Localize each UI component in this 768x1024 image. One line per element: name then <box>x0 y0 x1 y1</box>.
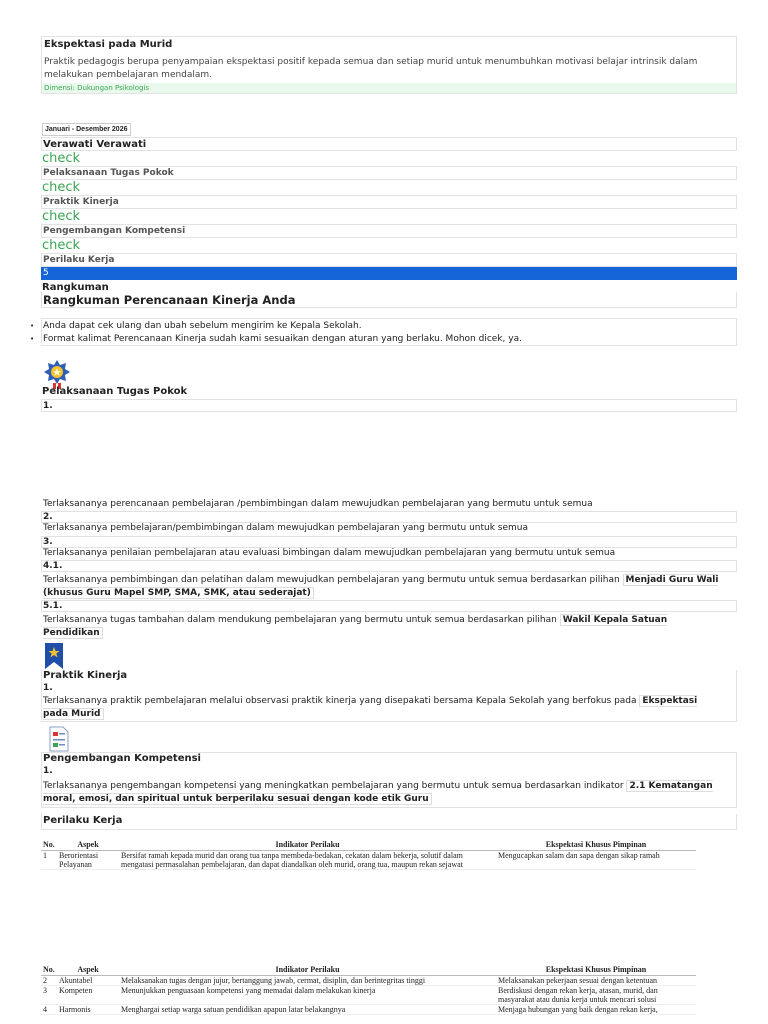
table-row <box>41 1005 696 1015</box>
tugas-number-box <box>41 511 737 523</box>
item-number: 3. <box>43 537 53 547</box>
tugas-item-text <box>43 614 723 640</box>
cell-ekspektasi: Berdiskusi dengan rekan kerja, atasan, murid, dan masyarakat atau dunia kerja untuk mencari solusi <box>496 986 696 1005</box>
item-text: Terlaksananya pengembangan kompetensi yang meningkatkan pembelajaran yang bermutu untuk semua berdasarkan indikator <box>43 781 627 791</box>
expectation-card <box>41 36 737 94</box>
tugas-pokok-title: Pelaksanaan Tugas Pokok <box>42 386 188 397</box>
table-row <box>41 976 696 986</box>
cell-indikator: Menghargai setiap warga satuan pendidikan apapun latar belakangnya <box>119 1005 496 1015</box>
tugas-item-text <box>43 574 735 600</box>
kompetensi-title: Pengembangan Kompetensi <box>43 753 201 764</box>
bookmark-icon <box>44 643 64 669</box>
item-text: Terlaksananya pembimbingan dan pelatihan dalam mewujudkan pembelajaran yang bermutu untuk semua berdasarkan pilihan <box>43 575 623 585</box>
summary-label: Rangkuman <box>42 282 109 293</box>
check-status: check <box>42 238 81 253</box>
step-label: Perilaku Kerja <box>43 255 115 265</box>
expectation-title: Ekspektasi pada Murid <box>44 39 173 50</box>
check-status: check <box>42 209 81 224</box>
item-number: 1. <box>43 683 53 693</box>
tugas-number-box <box>41 536 737 548</box>
col-indikator: Indikator Perilaku <box>119 840 496 851</box>
dimension-text: Dimensi: Dukungan Psikologis <box>44 84 150 92</box>
praktik-item-text <box>43 695 723 721</box>
expectation-description: Praktik pedagogis berupa penyampaian ekspektasi positif kepada semua dan setiap murid untuk menumbuhkan motivasi belajar intrinsik dalam melakukan pembelajaran mendalam. <box>44 57 698 80</box>
perilaku-table <box>41 965 696 1015</box>
col-no: No. <box>41 965 57 976</box>
step-label: Pengembangan Kompetensi <box>43 226 186 236</box>
item-number: 1. <box>43 401 53 411</box>
teacher-name: Verawati Verawati <box>43 139 147 150</box>
item-number: 5.1. <box>43 601 63 611</box>
item-choice: Wakil Kepala Satuan Pendidikan <box>43 615 668 638</box>
table-row <box>41 851 696 870</box>
cell-ekspektasi: Mengucapkan salam dan sapa dengan sikap ramah <box>496 851 696 870</box>
item-choice: 2.1 Kematangan moral, emosi, dan spiritual untuk berperilaku sesuai dengan kode etik Guru <box>43 781 713 804</box>
item-number: 4.1. <box>43 561 63 571</box>
check-status: check <box>42 180 81 195</box>
tugas-item-text: Terlaksananya pembelajaran/pembimbingan dalam mewujudkan pembelajaran yang bermutu untuk semua <box>43 523 528 533</box>
cell-aspek: Berorientasi Pelayanan <box>57 851 119 870</box>
step-label: Praktik Kinerja <box>43 197 119 207</box>
cell-indikator: Melaksanakan tugas dengan jujur, bertanggung jawab, cermat, disiplin, dan berintegritas tinggi <box>119 976 496 986</box>
cell-aspek: Akuntabel <box>57 976 119 986</box>
document-icon <box>49 726 69 752</box>
kompetensi-section <box>41 752 737 808</box>
table-header <box>41 840 696 851</box>
tugas-number-box <box>41 399 737 412</box>
col-ekspektasi: Ekspektasi Khusus Pimpinan <box>496 840 696 851</box>
step-pengembangan-kompetensi[interactable] <box>41 224 737 238</box>
tugas-number-box <box>41 600 737 612</box>
cell-no: 3 <box>41 986 57 1005</box>
cell-aspek: Harmonis <box>57 1005 119 1015</box>
item-text: Terlaksananya tugas tambahan dalam mendukung pembelajaran yang bermutu untuk semua berdasarkan pilihan <box>43 615 560 625</box>
col-ekspektasi: Ekspektasi Khusus Pimpinan <box>496 965 696 976</box>
cell-no: 1 <box>41 851 57 870</box>
summary-title-box <box>41 292 737 308</box>
medal-icon <box>44 359 70 389</box>
notes-box <box>41 318 737 346</box>
col-no: No. <box>41 840 57 851</box>
note-item: • Anda dapat cek ulang dan ubah sebelum mengirim ke Kepala Sekolah. <box>43 320 522 333</box>
cell-aspek: Kompeten <box>57 986 119 1005</box>
item-number: 1. <box>43 766 53 776</box>
table-header <box>41 965 696 976</box>
step-tugas-pokok[interactable] <box>41 166 737 180</box>
step-label: Pelaksanaan Tugas Pokok <box>43 168 174 178</box>
summary-title: Rangkuman Perencanaan Kinerja Anda <box>43 293 296 307</box>
perilaku-title: Perilaku Kerja <box>43 815 123 826</box>
item-number: 2. <box>43 512 53 522</box>
cell-no: 2 <box>41 976 57 986</box>
active-step-number: 5 <box>43 268 49 278</box>
col-indikator: Indikator Perilaku <box>119 965 496 976</box>
tugas-item-text: Terlaksananya penilaian pembelajaran atau evaluasi bimbingan dalam mewujudkan pembelajaran yang bermutu untuk semua <box>43 548 616 558</box>
step-perilaku-kerja[interactable] <box>41 253 737 267</box>
kompetensi-item-text <box>43 780 733 806</box>
cell-indikator: Menunjukkan penguasaan kompetensi yang memadai dalam melakukan kinerja <box>119 986 496 1005</box>
item-choice: Ekspektasi pada Murid <box>43 696 698 719</box>
cell-indikator: Bersifat ramah kepada murid dan orang tua tanpa membeda-bedakan, cekatan dalam bekerja, solutif dalam mengatasi permasalahan pembelajaran, dan dapat diandalkan oleh murid, orang tua, maupun rekan sejawat <box>119 851 496 870</box>
cell-ekspektasi: Menjaga hubungan yang baik dengan rekan kerja, <box>496 1005 696 1015</box>
col-aspek: Aspek <box>57 965 119 976</box>
check-status: check <box>42 151 81 166</box>
praktik-kinerja-section <box>41 670 737 722</box>
active-step-bar[interactable] <box>41 267 737 280</box>
cell-ekspektasi: Melaksanakan pekerjaan sesuai dengan ketentuan <box>496 976 696 986</box>
cell-no: 4 <box>41 1005 57 1015</box>
item-choice: Menjadi Guru Wali (khusus Guru Mapel SMP, SMA, SMK, atau sederajat) <box>43 575 719 598</box>
col-aspek: Aspek <box>57 840 119 851</box>
perilaku-table <box>41 840 696 870</box>
period-label: Januari - Desember 2026 <box>42 123 131 136</box>
tugas-item-text: Terlaksananya perencanaan pembelajaran /pembimbingan dalam mewujudkan pembelajaran yang bermutu untuk semua <box>43 499 593 509</box>
dimension-badge <box>42 83 736 93</box>
note-item: • Format kalimat Perencanaan Kinerja sudah kami sesuaikan dengan aturan yang berlaku. Mohon dicek, ya. <box>43 333 522 346</box>
step-praktik-kinerja[interactable] <box>41 195 737 209</box>
perilaku-title-box <box>41 814 737 830</box>
item-text: Terlaksananya praktik pembelajaran melalui observasi praktik kinerja yang disepakati bersama Kepala Sekolah yang berfokus pada <box>43 696 640 706</box>
tugas-number-box <box>41 560 737 572</box>
praktik-title: Praktik Kinerja <box>43 670 128 681</box>
table-row <box>41 986 696 1005</box>
step-name-row[interactable] <box>41 137 737 151</box>
